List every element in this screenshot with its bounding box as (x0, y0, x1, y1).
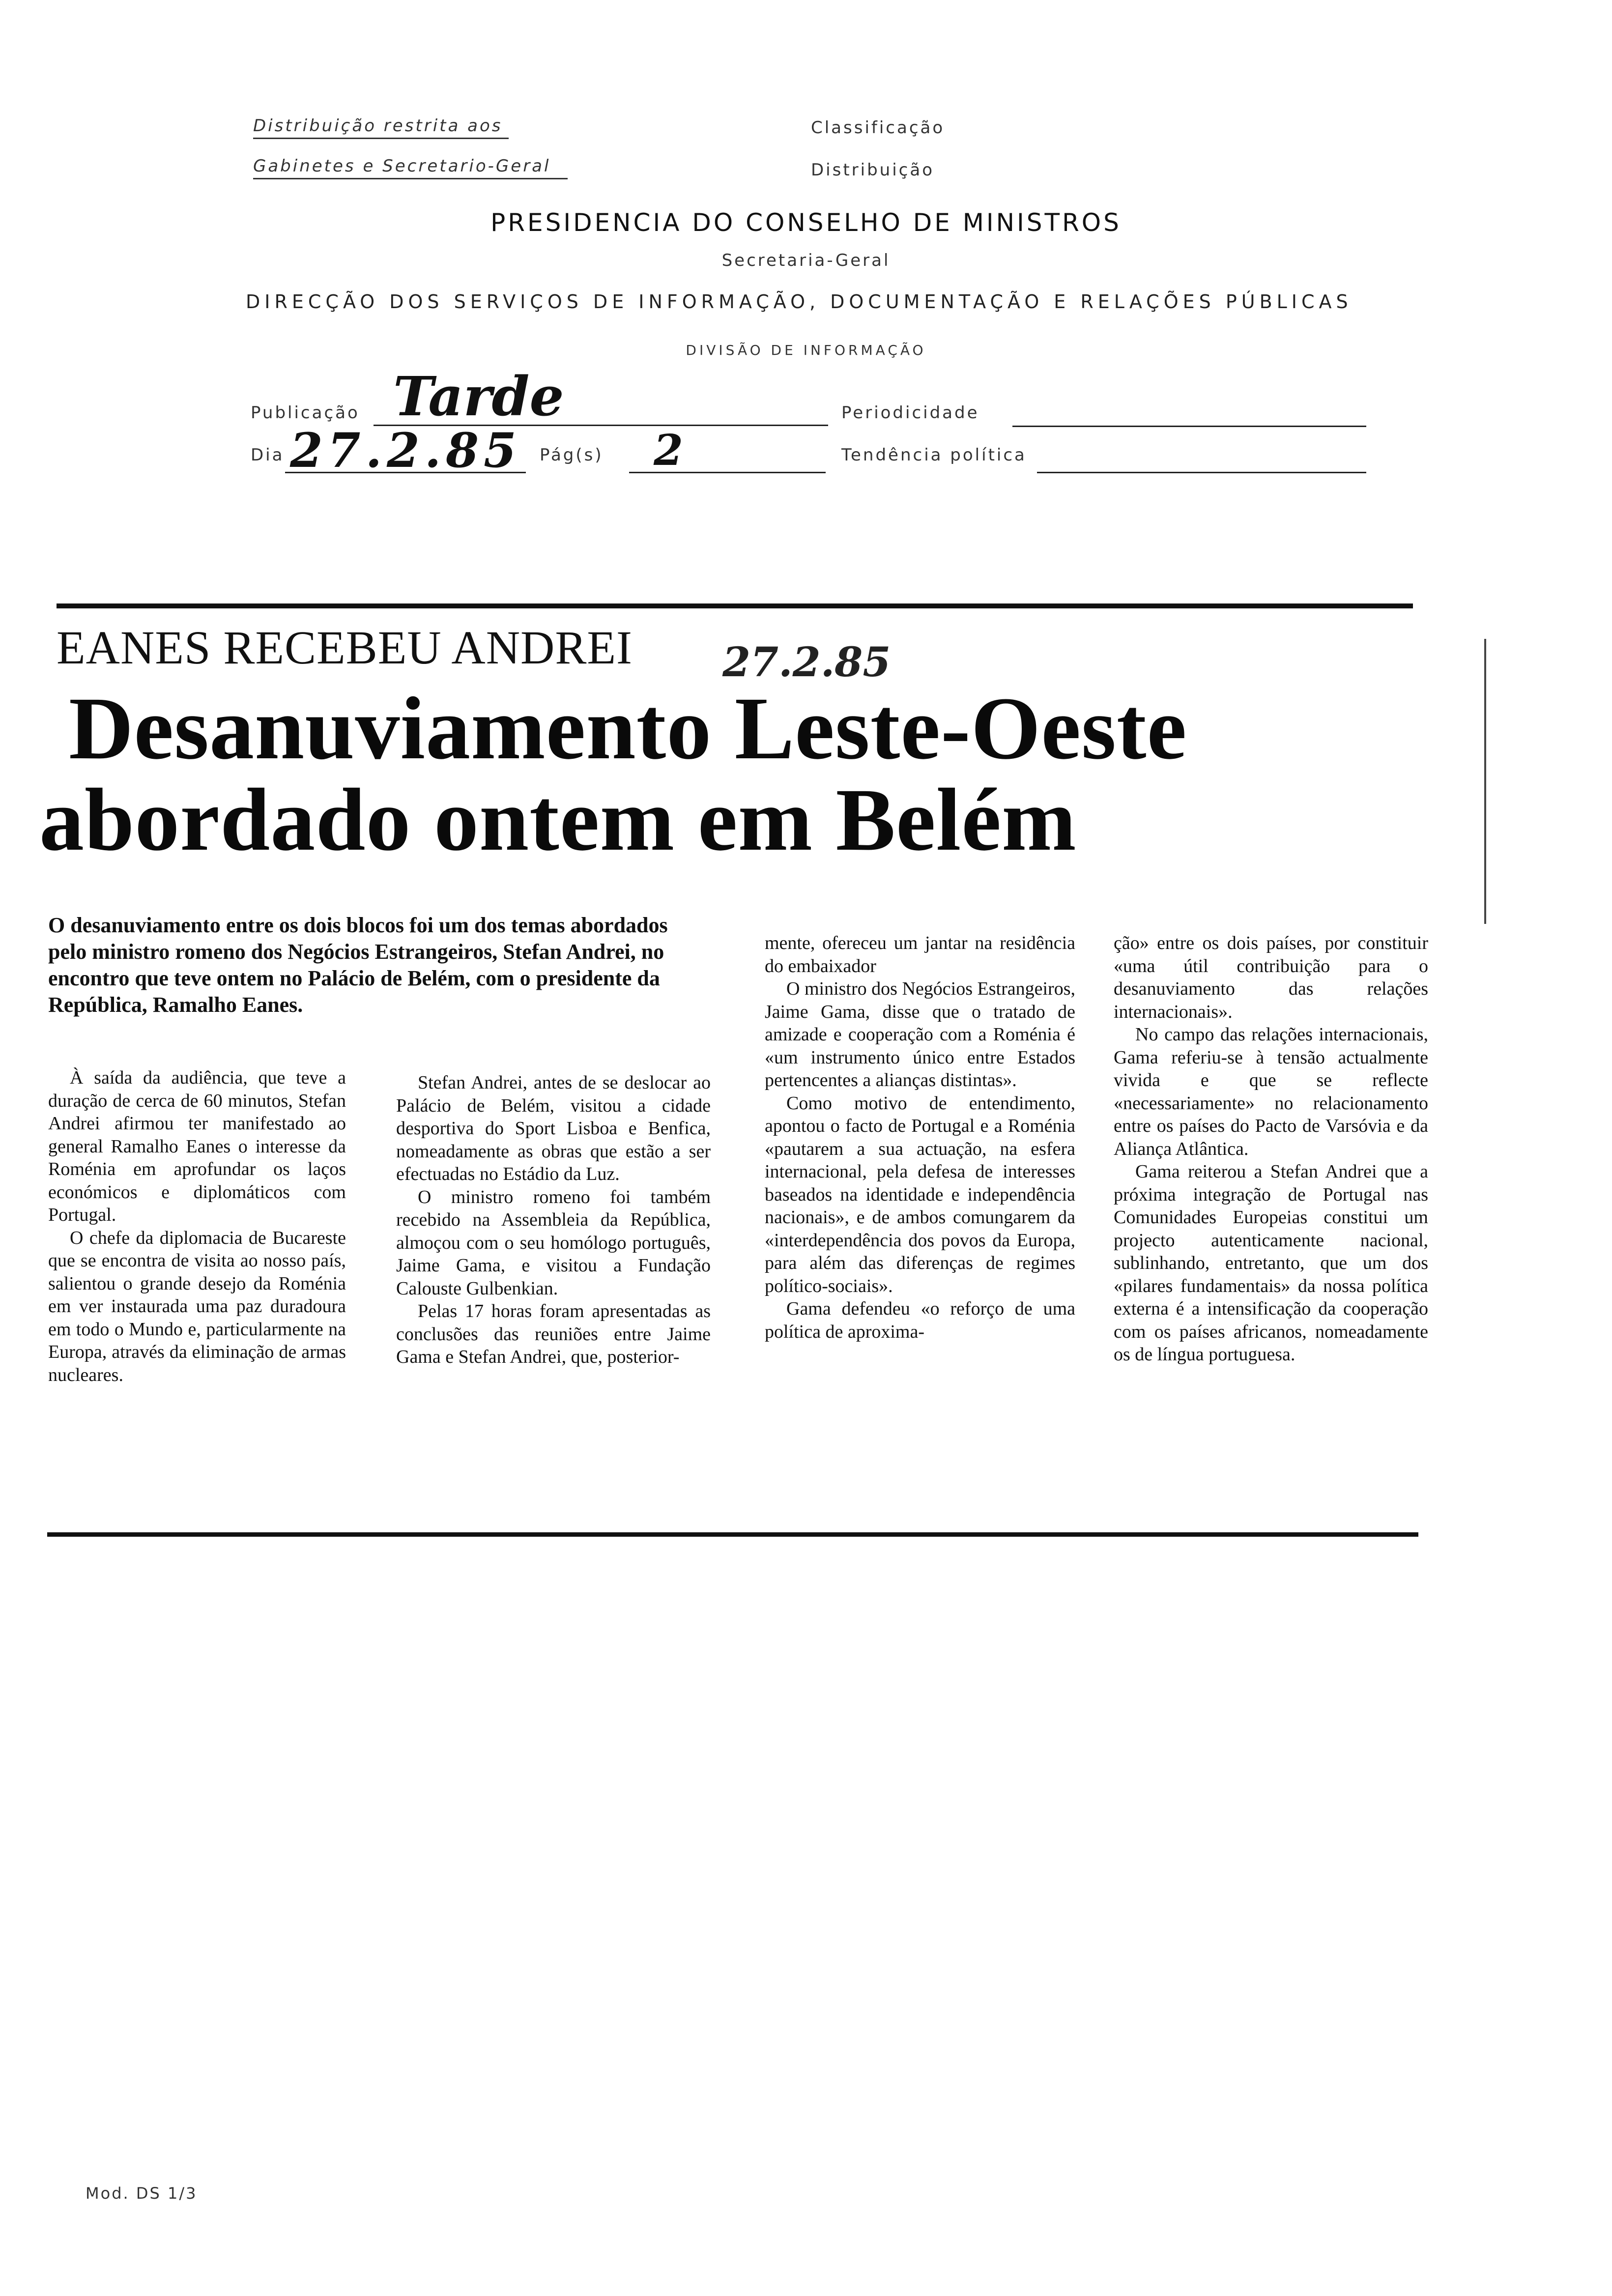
distribution-label: Distribuição (811, 160, 935, 180)
col3-paragraph-1: mente, ofereceu um jantar na residência do embaixador (765, 933, 1075, 976)
col4-paragraph-1: ção» entre os dois países, por constituir «uma útil contribuição para o desanuviamento das relações internacionais». (1114, 933, 1428, 1022)
classification-label: Classificação (811, 118, 945, 138)
col1-paragraph-2: O chefe da diplomacia de Bucareste que se encontra de visita ao nosso país, salientou o grande desejo da Roménia em ver instaurada uma paz duradoura em todo o Mundo e, particularmente na Europa, através da eliminação de armas nucleares. (48, 1227, 346, 1385)
periodicity-underline (1012, 426, 1366, 427)
publication-value: Tarde (393, 365, 564, 428)
article-lead: O desanuviamento entre os dois blocos foi um dos temas abordados pelo ministro romeno dos Negócios Estrangeiros, Stefan Andrei, no encontro que teve ontem no Palácio de Belém, com o presidente da República, Ramalho Eanes. (48, 913, 668, 1017)
headline-line1: Desanuviamento Leste-Oeste (69, 679, 1187, 778)
publication-label: Publicação (251, 403, 360, 423)
article-column-4 (1114, 932, 1428, 1366)
col4-paragraph-3: Gama reiterou a Stefan Andrei que a próxima integração de Portugal nas Comunidades Europeias constitui um projecto autenticamente nacional, sublinhando, entretanto, que um dos «pilares fundamentais» da nossa política externa é a intensificação da cooperação com os países africanos, nomeadamente os de língua portuguesa. (1114, 1161, 1428, 1365)
col3-paragraph-3: Como motivo de entendimento, apontou o facto de Portugal e a Roménia «pautarem a sua actuação, na esfera internacional, pela defesa de interesses baseados na identidade e independência nacionais», e de ambos comungarem da «interdependência dos povos da Europa, para além das diferenças de regimes político-sociais». (765, 1092, 1075, 1296)
distribution-note-line1: Distribuição restrita aos (253, 116, 509, 139)
article-column-1 (48, 1066, 346, 1386)
form-model-number: Mod. DS 1/3 (86, 2184, 198, 2203)
article-column-3 (765, 932, 1075, 1343)
headline-line2: abordado ontem em Belém (39, 771, 1077, 869)
article-column-2 (396, 1071, 711, 1369)
org-title: PRESIDENCIA DO CONSELHO DE MINISTROS (490, 208, 1122, 237)
article-kicker: EANES RECEBEU ANDREI (57, 621, 633, 674)
day-value: 27.2.85 (290, 423, 521, 478)
pages-underline (629, 472, 826, 473)
distribution-note-line2: Gabinetes e Secretario-Geral (253, 156, 568, 179)
day-label: Dia (251, 445, 285, 465)
col2-paragraph-1: Stefan Andrei, antes de se deslocar ao Palácio de Belém, visitou a cidade desportiva do Sport Lisboa e Benfica, nomeadamente as obras que estão a ser efectuadas no Estádio da Luz. (396, 1072, 711, 1184)
day-underline (285, 472, 526, 473)
col3-paragraph-2: O ministro dos Negócios Estrangeiros, Jaime Gama, disse que o tratado de amizade e cooperação com a Roménia é «um instrumento único entre Estados pertencentes a alianças distintas». (765, 978, 1075, 1091)
col1-paragraph-1: À saída da audiência, que teve a duração de cerca de 60 minutos, Stefan Andrei afirmou ter manifestado ao general Ramalho Eanes o interesse da Roménia em aprofundar os laços económicos e diplomáticos com Portugal. (48, 1067, 346, 1225)
periodicity-label: Periodicidade (841, 403, 979, 423)
col4-paragraph-2: No campo das relações internacionais, Gama referiu-se à tensão actualmente vivida e que se reflecte «necessariamente» no relacionamento entre os países do Pacto de Varsóvia e da Aliança Atlântica. (1114, 1024, 1428, 1159)
clipping-right-edge (1484, 639, 1486, 924)
pages-value: 2 (654, 426, 683, 475)
col2-paragraph-2: O ministro romeno foi também recebido na Assembleia da República, almoçou com o seu homólogo português, Jaime Gama, e visitou a Fundação Calouste Gulbenkian. (396, 1186, 711, 1299)
org-subtitle: Secretaria-Geral (721, 251, 891, 270)
pages-label: Pág(s) (540, 445, 604, 465)
clipping-bottom-rule (47, 1532, 1418, 1537)
division-line: DIVISÃO DE INFORMAÇÃO (686, 342, 926, 358)
tendency-label: Tendência política (841, 445, 1027, 465)
directorate-line: DIRECÇÃO DOS SERVIÇOS DE INFORMAÇÃO, DOCUMENTAÇÃO E RELAÇÕES PÚBLICAS (246, 291, 1353, 313)
clipping-top-rule (57, 603, 1413, 608)
handwritten-annotation: 27.2.85 (722, 639, 891, 686)
col3-paragraph-4: Gama defendeu «o reforço de uma política de aproxima- (765, 1298, 1075, 1342)
tendency-underline (1037, 472, 1366, 473)
col2-paragraph-3: Pelas 17 horas foram apresentadas as conclusões das reuniões entre Jaime Gama e Stefan Andrei, que, posterior- (396, 1301, 711, 1367)
